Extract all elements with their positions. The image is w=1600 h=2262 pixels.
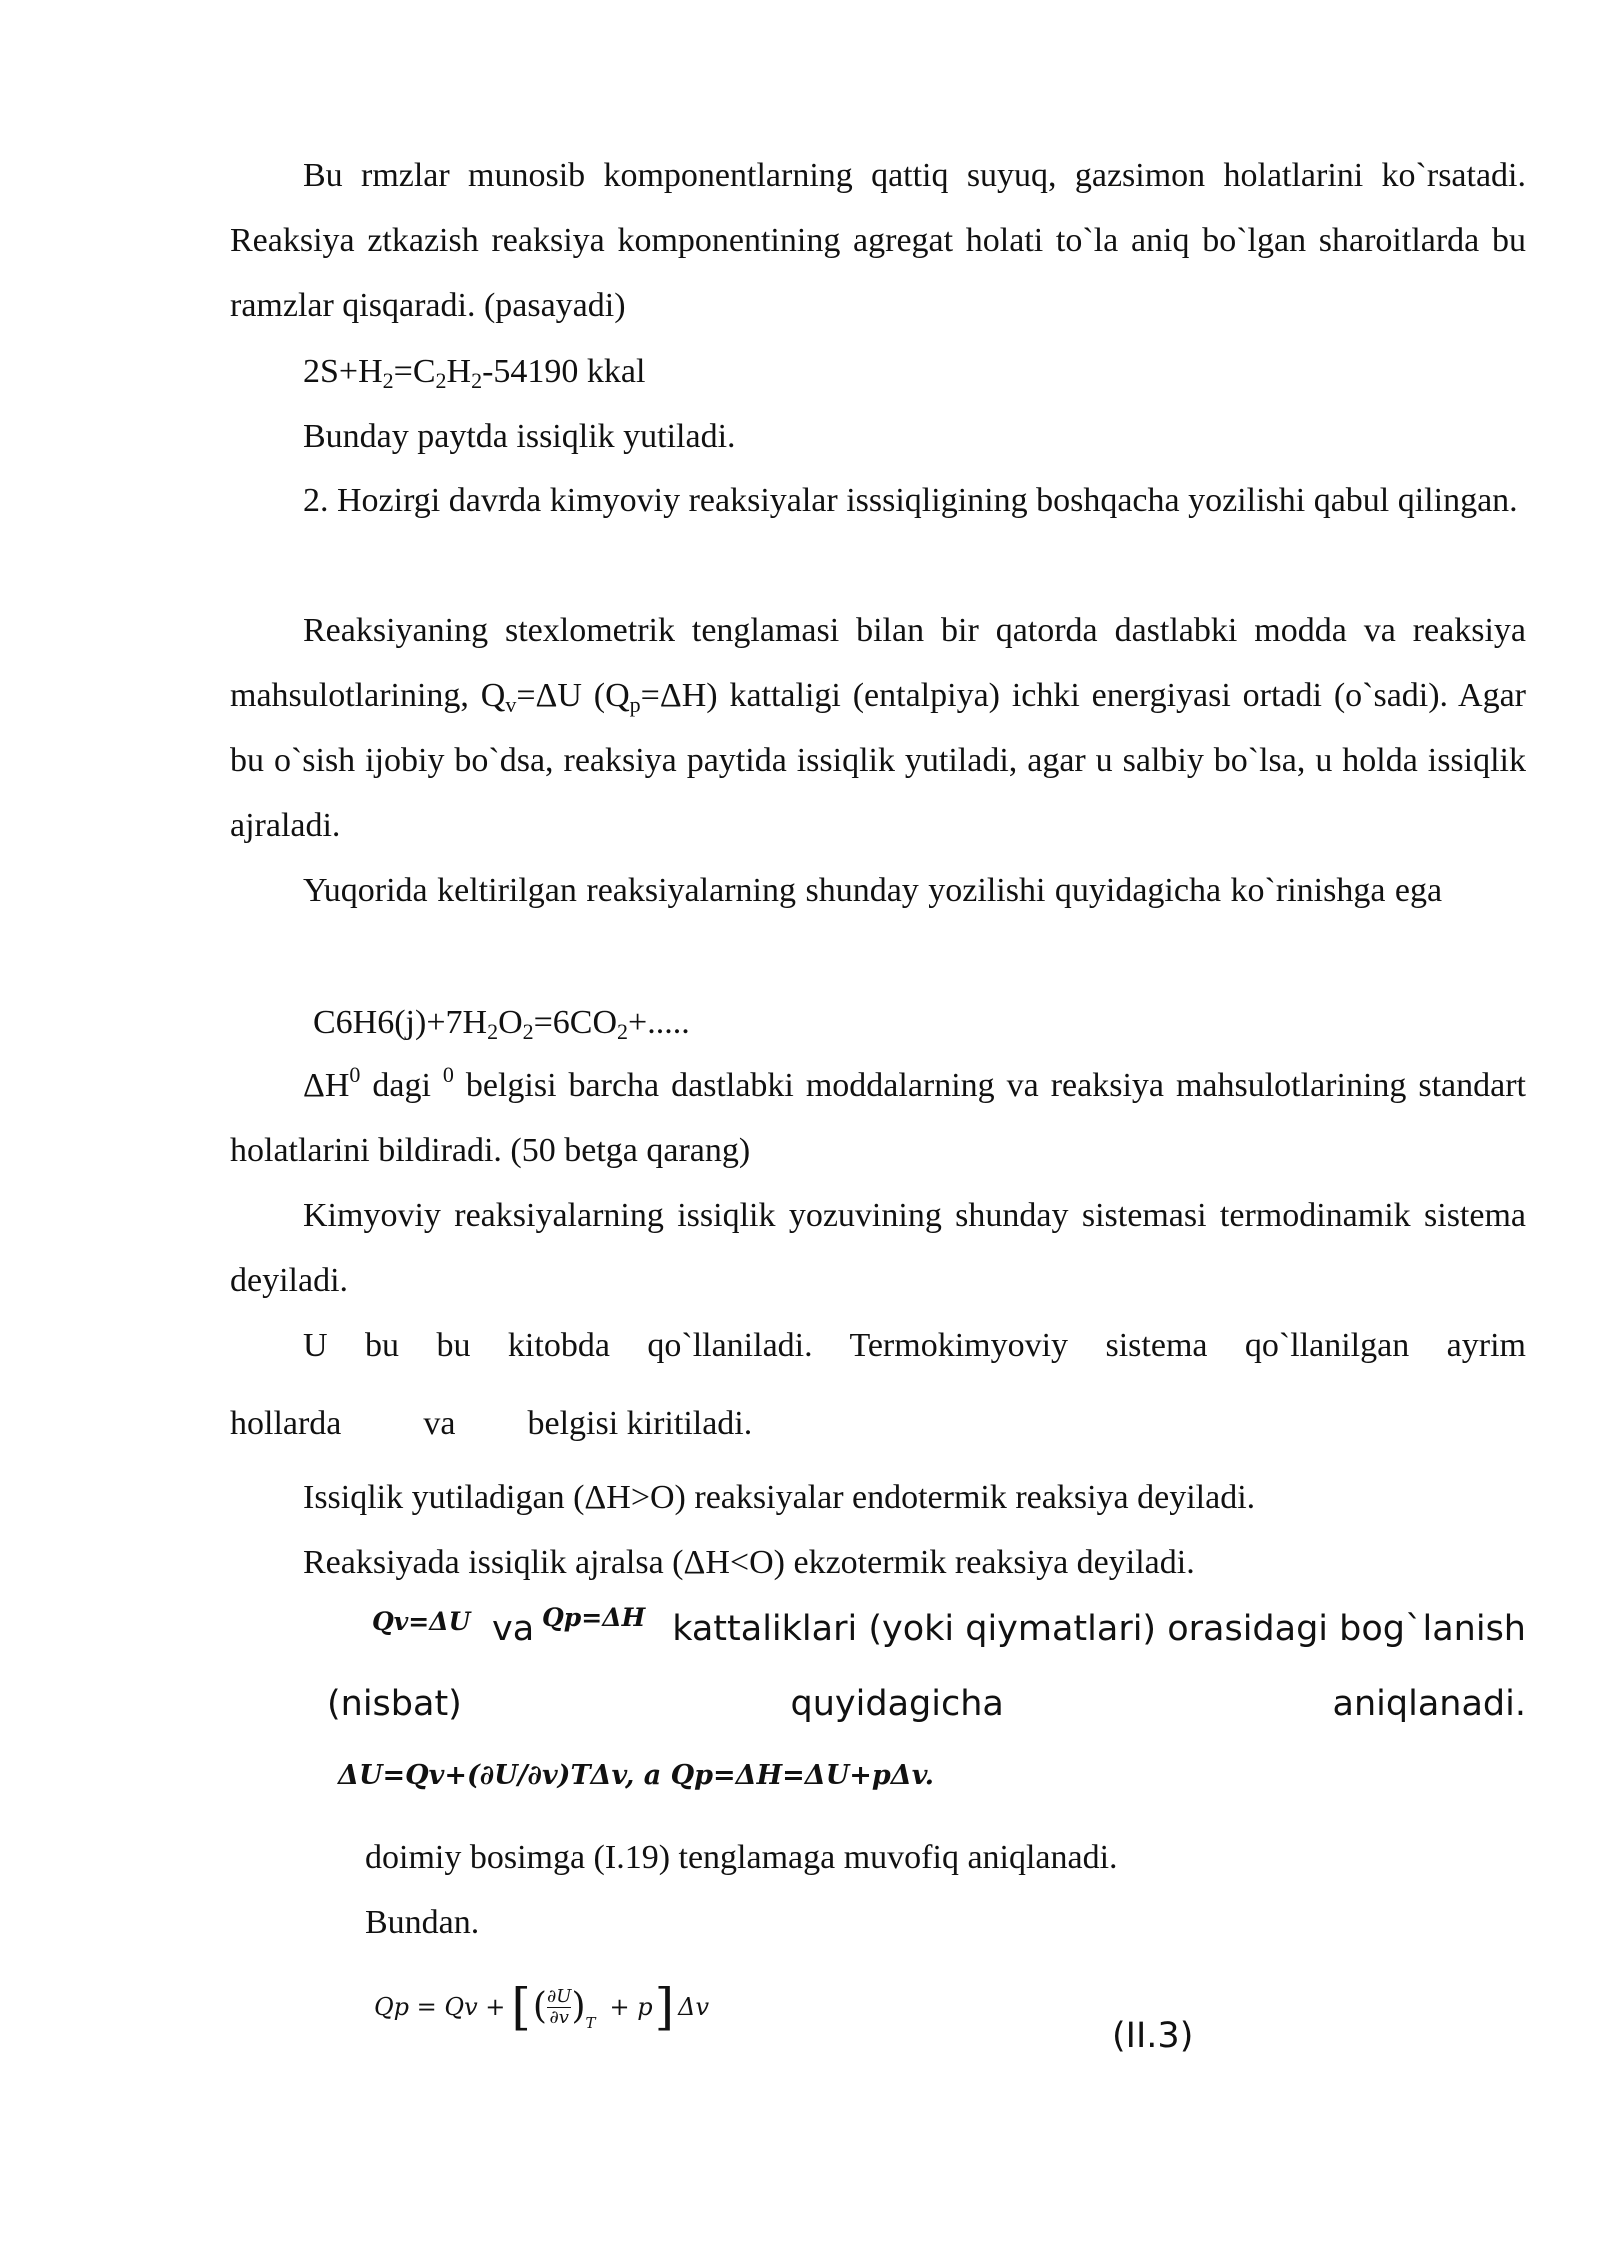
formula-2: Qp = Qv + [ ( ∂U ∂v ) T + p ] Δv — [374, 1978, 710, 2036]
paragraph-7: Kimyoviy reaksiyalarning issiqlik yozuvining shunday sistemasi termodinamik sistema deyiladi. — [230, 1197, 1526, 1299]
paragraph-8: U bu bu kitobda qo`llaniladi. Termokimyoviy sistema qo`llanilgan ayrim — [303, 1327, 1526, 1364]
formula-1: ΔU=Qv+(∂U/∂v)TΔv, a Qp=ΔH=ΔU+pΔv. — [338, 1760, 935, 1791]
paragraph-9: Issiqlik yutiladigan (ΔH>O) reaksiyalar endotermik reaksiya deyiladi. — [303, 1479, 1256, 1516]
equation-1: $2S+H_2=C_2H_2-54190$ kkal — [303, 353, 646, 393]
paragraph-4: Reaksiyaning stexlometrik tenglamasi bilan bir qatorda dastlabki modda va reaksiya mahsulotlarining, $Q_v=\Delta U$ $(Q_p=\Delta H)$ kattaligi (entalpiya) ichki energiyasi ortadi (o`sadi). Agar bu o`sish ijobiy bo`dsa, reaksiya paytida issiqlik yutiladi, agar u salbiy bo`lsa, u holda issiqlik ajraladi. — [230, 612, 1527, 844]
paragraph-3: 2. Hozirgi davrda kimyoviy reaksiyalar isssiqligining boshqacha yozilishi qabul qilingan. — [303, 482, 1518, 519]
paragraph-2: Bunday paytda issiqlik yutiladi. — [303, 418, 736, 455]
fraction: ∂U ∂v — [546, 1985, 572, 2028]
formula-qp: Qp=ΔH — [542, 1603, 646, 1632]
paragraph-10: Reaksiyada issiqlik ajralsa (ΔH<O) ekzotermik reaksiya deyiladi. — [303, 1544, 1195, 1581]
paragraph-6: $\Delta H^0$ dagi $^0$ belgisi barcha dastlabki moddalarning va reaksiya mahsulotlarining standart holatlarini bildiradi. (50 betga qarang) — [230, 1062, 1526, 1169]
formula-qv: Qv=ΔU — [372, 1607, 471, 1636]
paragraph-5: Yuqorida keltirilgan reaksiyalarning shunday yozilishi quyidagicha ko`rinishga ega — [303, 872, 1443, 909]
paragraph-8-cont: hollarda va belgisi kiritiladi. — [230, 1405, 753, 1442]
paragraph-12: Bundan. — [365, 1904, 480, 1941]
equation-2: $C6H6(j)+7H_2O_2=6CO_2+$..... — [313, 1004, 690, 1044]
equation-number: (II.3) — [1112, 2016, 1194, 2056]
paragraph-1: Bu rmzlar munosib komponentlarning qattiq suyuq, gazsimon holatlarini ko`rsatadi. Reaksiya ztkazish reaksiya komponentining agregat holati to`la aniq bo`lgan sharoitlarda bu ramzlar qisqaradi. (pasayadi) — [230, 157, 1526, 324]
paragraph-11: doimiy bosimga (I.19) tenglamaga muvofiq aniqlanadi. — [365, 1839, 1118, 1876]
relation-line-2: (nisbat) quyidagicha aniqlanadi. — [327, 1684, 1526, 1724]
relation-line: Qv=ΔU va Qp=ΔH kattaliklari (yoki qiymatlari) orasidagi bog`lanish — [372, 1603, 1526, 1649]
